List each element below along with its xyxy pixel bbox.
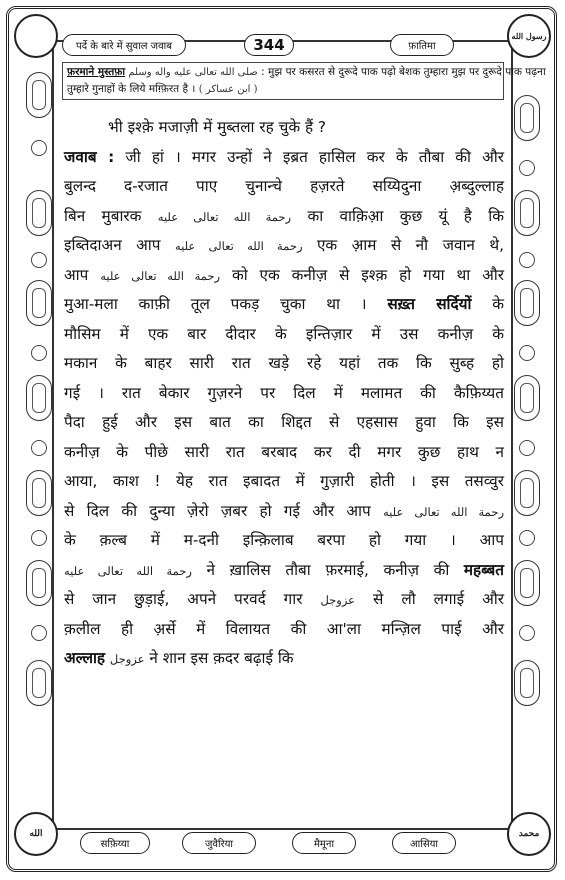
bold-term: जवाब : bbox=[64, 147, 115, 166]
hadith-source: ( ابن عساکر ) bbox=[198, 84, 258, 95]
arabic-honorific: رحمة الله تعالى عليه bbox=[174, 239, 303, 253]
page-number: 344 bbox=[244, 34, 294, 56]
left-border-medallion bbox=[26, 280, 52, 326]
text-segment: मकान के बाहर सारी रात खड़े रहे यहां तक कि सुब्ह हो bbox=[64, 354, 504, 372]
text-line bbox=[64, 143, 504, 173]
right-border-medallion bbox=[514, 470, 540, 516]
hadith-line-1 bbox=[67, 64, 546, 81]
border-knot bbox=[519, 625, 535, 641]
border-knot bbox=[31, 252, 47, 268]
corner-calligraphy: الله bbox=[29, 829, 43, 839]
text-segment: मुआ-मला काफ़ी तूल पकड़ चुका था । bbox=[64, 295, 388, 313]
border-knot bbox=[31, 530, 47, 546]
hadith-line-2 bbox=[67, 81, 499, 98]
body-text bbox=[64, 113, 504, 674]
left-border-medallion bbox=[26, 660, 52, 706]
hadith-box bbox=[62, 62, 546, 100]
left-border-medallion bbox=[26, 72, 52, 118]
text-segment: एक आ़म से नौ जवान थे, bbox=[302, 236, 504, 254]
right-border-medallion bbox=[514, 280, 540, 326]
text-segment: बुलन्द द-रजात पाए चुनान्चे हज़रते सय्यिदुना अ़ब्दुल्लाह bbox=[64, 177, 504, 195]
arabic-honorific: عزوجل bbox=[320, 593, 356, 607]
right-border-medallion bbox=[514, 375, 540, 421]
left-border-medallion bbox=[26, 470, 52, 516]
right-border-medallion bbox=[514, 95, 540, 141]
footer-tab bbox=[292, 832, 356, 854]
border-knot bbox=[31, 345, 47, 361]
text-segment: से लौ लगाई और bbox=[355, 590, 504, 608]
corner-ornament-top-right bbox=[507, 14, 551, 58]
right-border-medallion bbox=[514, 190, 540, 236]
border-knot bbox=[519, 252, 535, 268]
chapter-title: पर्दे के बारे में सुवाल जवाब bbox=[76, 41, 172, 52]
border-knot bbox=[519, 345, 535, 361]
footer-tab bbox=[182, 832, 256, 854]
bold-term: सख़्त सर्दियों bbox=[387, 295, 472, 313]
text-line bbox=[64, 615, 504, 645]
text-segment: क़लील ही अ़र्से में विलायत की आ'ला मन्ज़िल पाई और bbox=[64, 619, 504, 638]
arabic-honorific: رحمة الله تعالى عليه bbox=[157, 209, 292, 224]
text-line bbox=[64, 231, 504, 261]
text-line bbox=[64, 113, 504, 143]
text-line bbox=[64, 497, 504, 527]
corner-ornament-bottom-left bbox=[14, 812, 58, 856]
border-knot bbox=[31, 440, 47, 456]
header-name-tab bbox=[390, 34, 454, 56]
text-segment: इब्तिदाअन आप bbox=[64, 236, 175, 254]
right-border-medallion bbox=[514, 660, 540, 706]
border-knot bbox=[519, 440, 535, 456]
arabic-honorific: رحمة الله تعالى عليه bbox=[64, 563, 192, 578]
text-segment: पैदा हुई और इस बात का शिद्दत से एहसास हुवा कि इस bbox=[64, 413, 504, 431]
right-border-medallion bbox=[514, 560, 540, 606]
hadith-text-1: : मुझ पर कसरत से दुरूदे पाक पढ़ो बेशक तुम्हारा मुझ पर दुरूदे पाक पढ़ना bbox=[261, 66, 546, 78]
text-line bbox=[64, 379, 504, 409]
text-segment: के bbox=[471, 295, 504, 313]
text-line bbox=[64, 644, 504, 674]
text-segment: ने ख़ालिस तौबा फ़रमाई, कनीज़ की bbox=[191, 560, 464, 579]
text-segment: बिन मुबारक bbox=[64, 206, 158, 225]
border-knot bbox=[31, 625, 47, 641]
corner-ornament-top-left bbox=[14, 14, 58, 58]
corner-calligraphy: رسول الله bbox=[511, 31, 547, 41]
footer-tab-label: आसिया bbox=[410, 839, 438, 850]
text-segment: कनीज़ के पीछे सारी रात बरबाद कर दी मगर कुछ हाथ न bbox=[64, 442, 504, 461]
text-line bbox=[64, 261, 504, 291]
text-line bbox=[64, 585, 504, 615]
text-line bbox=[64, 438, 504, 468]
bold-term: अल्लाह bbox=[64, 649, 106, 667]
text-segment: मौसिम में एक बार दीदार के इन्तिज़ार में उस कनीज़ के bbox=[64, 324, 504, 343]
hadith-text-2: तुम्हारे गुनाहों के लिये मग़्फ़िरत है । bbox=[67, 83, 196, 95]
text-segment: गई । रात बेकार गुज़रने पर दिल में मलामत की कैफ़िय्यत bbox=[64, 383, 504, 402]
left-border-medallion bbox=[26, 375, 52, 421]
header-chapter-tab bbox=[62, 34, 186, 56]
border-knot bbox=[519, 160, 535, 176]
text-segment: ने शान इस क़दर बढ़ाई कि bbox=[144, 649, 294, 667]
text-segment: के क़ल्ब में म-दनी इन्क़िलाब बरपा हो गया । आप bbox=[64, 531, 504, 549]
text-segment: से दिल की दुन्या ज़ेरो ज़बर हो गई और आप bbox=[64, 501, 384, 520]
text-line bbox=[64, 467, 504, 497]
text-line bbox=[64, 172, 504, 202]
arabic-honorific: رحمة الله تعالى عليه bbox=[383, 504, 504, 519]
arabic-honorific: رحمة الله تعالى عليه bbox=[100, 268, 221, 283]
border-knot bbox=[31, 140, 47, 156]
text-segment: को एक कनीज़ से इश्क़ हो गया था और bbox=[220, 265, 505, 284]
text-segment: आप bbox=[64, 265, 101, 284]
bold-term: महब्बत bbox=[463, 560, 504, 579]
text-segment: भी इश्क़े मजाज़ी में मुब्तला रह चुके हैं ? bbox=[108, 118, 327, 136]
text-line bbox=[64, 320, 504, 350]
text-segment: जी हां । मगर उन्हों ने इब्रत हासिल कर के तौबा की और bbox=[114, 147, 505, 166]
header-name: फ़ातिमा bbox=[408, 41, 436, 52]
hadith-salutation: صلى الله تعالى عليه واله وسلم bbox=[128, 67, 258, 78]
border-knot bbox=[519, 530, 535, 546]
text-segment: आया, काश ! येह रात इबादत में गुज़ारी होती । इस तसव्वुर bbox=[64, 472, 504, 490]
text-line bbox=[64, 408, 504, 438]
text-line bbox=[64, 202, 504, 232]
footer-tab-label: मैमूना bbox=[313, 839, 335, 850]
footer-tab-label: जुवैरिया bbox=[204, 839, 234, 850]
arabic-honorific: عزوجل bbox=[109, 652, 145, 666]
text-line bbox=[64, 349, 504, 379]
corner-calligraphy: محمد bbox=[518, 829, 540, 839]
text-segment: से जान छुड़ाई, अपने परवर्द गार bbox=[64, 590, 321, 608]
hadith-label: फ़रमाने मुस्तफ़ा bbox=[67, 66, 126, 78]
footer-tab bbox=[80, 832, 150, 854]
footer-tab bbox=[392, 832, 456, 854]
footer-tab-label: सफ़िय्या bbox=[100, 839, 130, 850]
text-line bbox=[64, 526, 504, 556]
left-border-medallion bbox=[26, 560, 52, 606]
left-border-medallion bbox=[26, 190, 52, 236]
text-line bbox=[64, 556, 504, 586]
corner-ornament-bottom-right bbox=[507, 812, 551, 856]
text-segment: का वाक़िआ़ कुछ यूं है कि bbox=[291, 206, 505, 225]
text-line bbox=[64, 290, 504, 320]
